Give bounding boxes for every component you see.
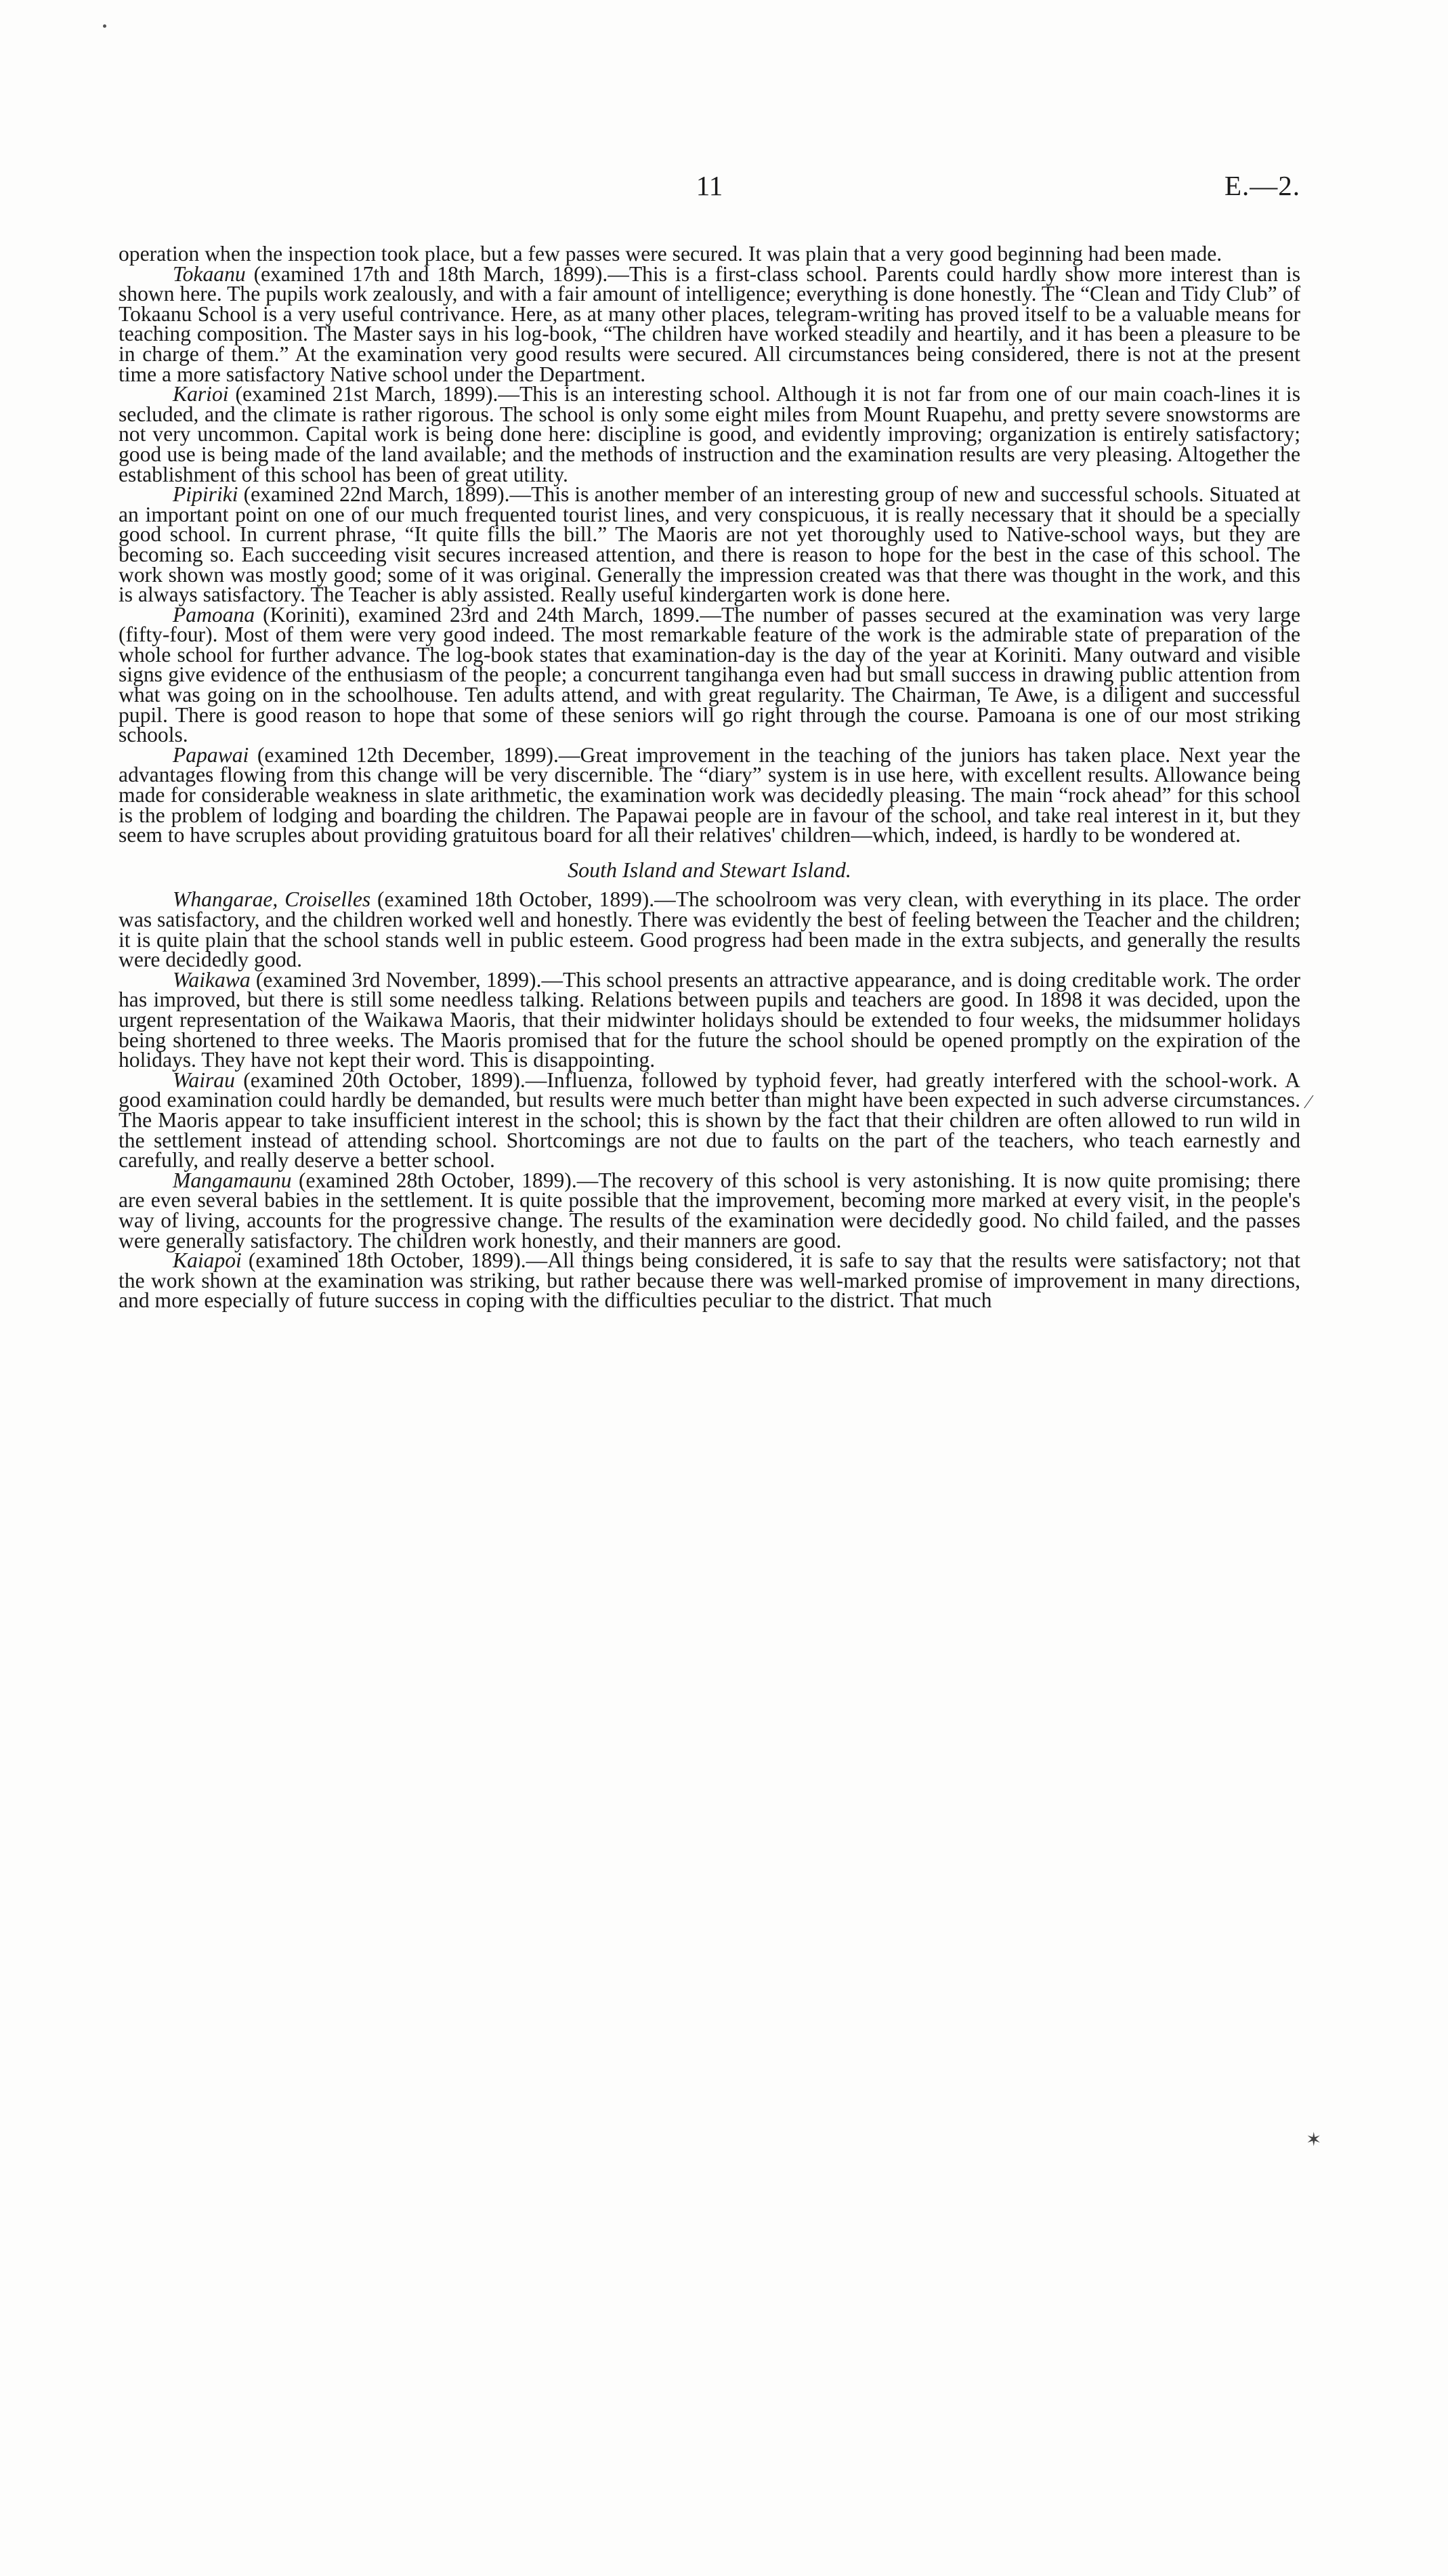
paragraph-pamoana: Pamoana (Koriniti), examined 23rd and 24th March, 1899.—The number of passes secured at the examination was very large (fifty-four). Most of them were very good indeed. The most remarkable feature of the work is the admirable state of preparation of the whole school for further advance. The log-book states that examination-day is the day of the year at Koriniti. Many outward and visible signs give evidence of the enthusiasm of the people; a concurrent tangihanga even had but small success in drawing public attention from what was going on in the schoolhouse. Ten adults attend, and with great regularity. The Chairman, Te Awe, is a diligent and successful pupil. There is good reason to hope that some of these seniors will go right through the course. Pamoana is one of our most striking schools. — [119, 602, 1300, 747]
school-name: Tokaanu — [173, 261, 246, 286]
paragraph-waikawa: Waikawa (examined 3rd November, 1899).—This school presents an attractive appearance, and is doing creditable work. The order has improved, but there is still some needless talking. Relations between pupils and teachers are good. In 1898 it was decided, upon the urgent representation of the Waikawa Maoris, that their midwinter holidays should be extended to four weeks, the midsummer holidays being shortened to three weeks. The Maoris promised that for the future the school should be opened promptly on the expiration of the holidays. They have not kept their word. This is disappointing. — [119, 967, 1300, 1072]
school-name: Papawai — [173, 742, 249, 767]
school-name: Kaiapoi — [173, 1248, 242, 1273]
school-name: Pipiriki — [173, 482, 238, 507]
paragraph-pipiriki: Pipiriki (examined 22nd March, 1899).—This is another member of an interesting group of new and successful schools. Situated at an important point on one of our much frequented tourist lines, and very conspicuous, it is really necessary that it should be a specially good school. In current phrase, “It quite fills the bill.” The Maoris are not yet thoroughly used to Native-school ways, but they are becoming so. Each succeeding visit secures increased attention, and there is reason to hope for the best in the case of this school. The work shown was mostly good; some of it was original. Generally the impression created was that there was thought in the work, and this is always satisfactory. The Teacher is ably assisted. Really useful kindergarten work is done here. — [119, 482, 1300, 607]
scan-speck — [103, 24, 106, 28]
paragraph-mangamaunu: Mangamaunu (examined 28th October, 1899).—The recovery of this school is very astonishing. It is now quite promising; there are even several babies in the settlement. It is quite possible that the improvement, becoming more marked at every visit, in the people's way of living, accounts for the progressive change. The results of the examination were decidedly good. No child failed, and the passes were generally satisfactory. The children work honestly, and their manners are good. — [119, 1168, 1300, 1252]
school-name: Karioi — [173, 382, 229, 406]
paragraph-wairau: Wairau (examined 20th October, 1899).—Influenza, followed by typhoid fever, had greatly interfered with the school-work. A good examination could hardly be demanded, but results were much better than might have been expected in such adverse circumstances. The Maoris appear to take insufficient interest in the school; this is shown by the fact that their children are often allowed to run wild in the settlement instead of attending school. Shortcomings are not due to faults on the part of the teachers, who teach earnestly and carefully, and really deserve a better school. — [119, 1068, 1300, 1173]
page-header — [119, 169, 1300, 210]
school-name: Mangamaunu — [173, 1168, 292, 1192]
margin-star-mark: ✶ — [1306, 2130, 1322, 2151]
margin-tick-mark: ⁄ — [1307, 1092, 1311, 1113]
paragraph-kaiapoi: Kaiapoi (examined 18th October, 1899).—All things being considered, it is safe to say that the results were satisfactory; not that the work shown at the examination was striking, but rather because there was well-marked promise of improvement in many directions, and more especially of future success in coping with the difficulties peculiar to the district. That much — [119, 1248, 1300, 1313]
body-text — [119, 244, 1300, 1311]
school-name: Whangarae, Croiselles — [173, 887, 371, 912]
series-code: E.—2. — [1224, 170, 1300, 201]
paragraph-continuation: operation when the inspection took place, but a few passes were secured. It was plain that a very good beginning had been made. — [119, 242, 1222, 266]
section-heading: South Island and Stewart Island. — [568, 857, 851, 882]
paragraph-papawai: Papawai (examined 12th December, 1899).—Great improvement in the teaching of the juniors has taken place. Next year the advantages flowing from this change will be very discernible. The “diary” system is in use here, with excellent results. Allowance being made for considerable weakness in slate arithmetic, the examination work was decidedly pleasing. The main “rock ahead” for this school is the problem of lodging and boarding the children. The Papawai people are in favour of the school, and take real interest in it, but they seem to have scruples about providing gratuitous board for all their relatives' children—which, indeed, is hardly to be wondered at. — [119, 742, 1300, 847]
paragraph-whangarae: Whangarae, Croiselles (examined 18th October, 1899).—The schoolroom was very clean, with everything in its place. The order was satisfactory, and the children worked well and honestly. There was evidently the best of feeling between the Teacher and the children; it is quite plain that the school stands well in public esteem. Good progress had been made in the extra subjects, and generally the results were decidedly good. — [119, 887, 1300, 972]
paragraph-karioi: Karioi (examined 21st March, 1899).—This is an interesting school. Although it is not far from one of our main coach-lines it is secluded, and the climate is rather rigorous. The school is only some eight miles from Mount Ruapehu, and pretty severe snowstorms are not very uncommon. Capital work is being done here: discipline is good, and evidently improving; organization is entirely satisfactory; good use is being made of the land available; and the methods of instruction and the examination results are very pleasing. Altogether the establishment of this school has been of great utility. — [119, 382, 1300, 486]
school-name: Wairau — [173, 1068, 235, 1092]
school-name: Waikawa — [173, 967, 251, 992]
paragraph-tokaanu: Tokaanu (examined 17th and 18th March, 1899).—This is a first-class school. Parents could hardly show more interest than is shown here. The pupils work zealously, and with a fair amount of intelligence; everything is done honestly. The “Clean and Tidy Club” of Tokaanu School is a very useful contrivance. Here, as at many other places, telegram-writing has proved itself to be a valuable means for teaching composition. The Master says in his log-book, “The children have worked steadily and heartily, and it has been a pleasure to be in charge of them.” At the examination very good results were secured. All circumstances being considered, there is not at the present time a more satisfactory Native school under the Department. — [119, 261, 1300, 386]
school-name: Pamoana — [173, 602, 255, 627]
page-number: 11 — [696, 170, 723, 201]
